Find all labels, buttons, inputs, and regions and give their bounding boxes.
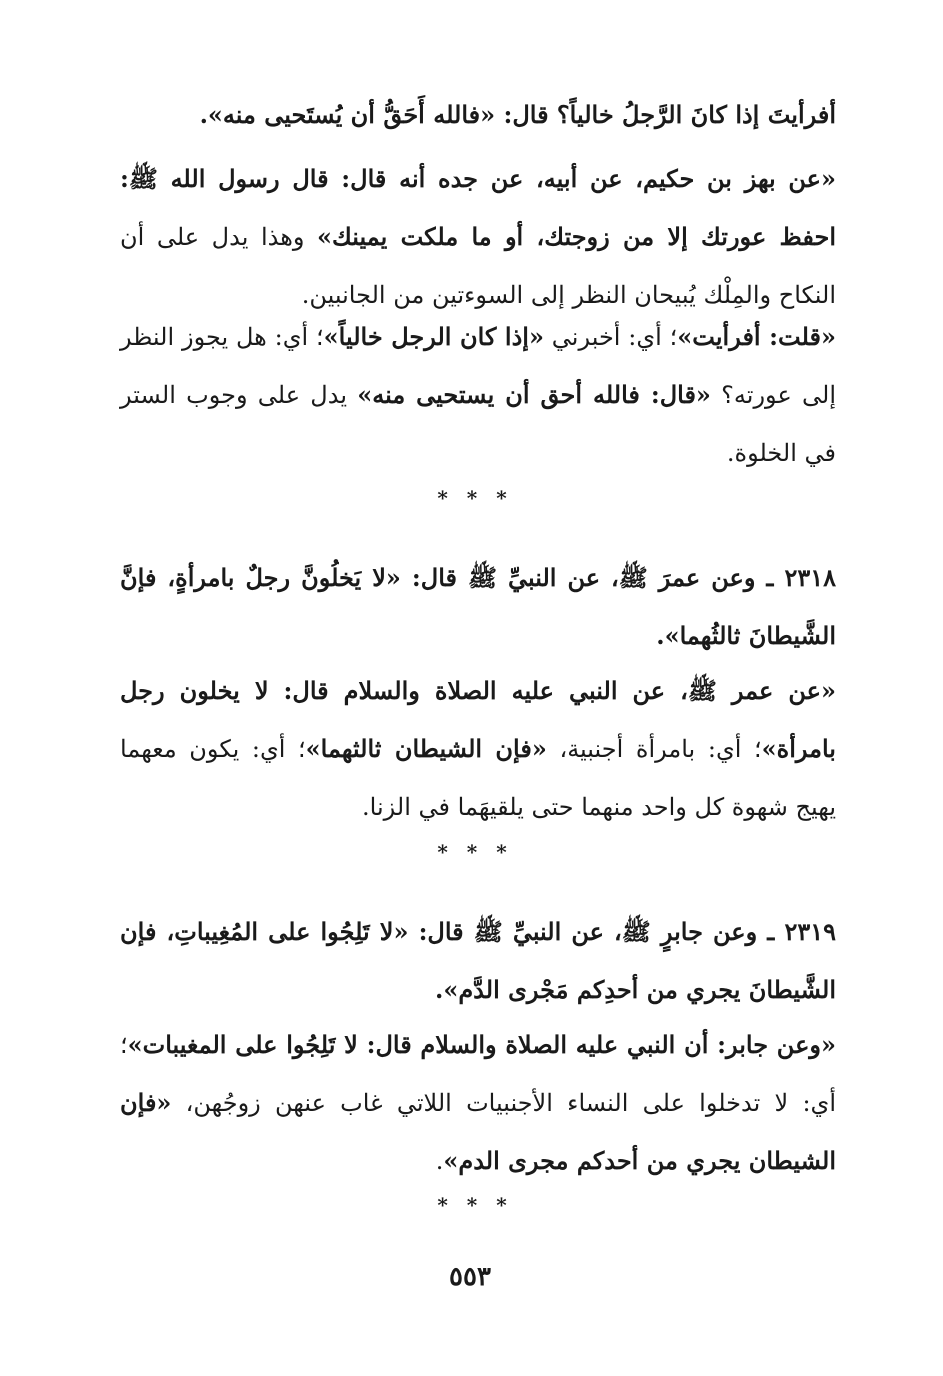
paragraph-commentary-1	[120, 150, 836, 324]
paragraph-hadith-end	[120, 86, 836, 144]
plain-text: ؛ أي: أخبرني	[543, 323, 678, 351]
section-separator: * * *	[437, 840, 513, 864]
plain-text: ؛ أي: بامرأة أجنبية،	[546, 735, 762, 763]
bold-text: «قال: فالله أحق أن يستحيى منه»	[357, 380, 711, 409]
bold-text: أفرأيتَ إذا كانَ الرَّجلُ خالياً؟ قال: «فالله أَحَقُّ أن يُستَحيى منه».	[199, 100, 836, 129]
plain-text: ؛ أي: هل يجوز النظر إلى عورته؟	[120, 323, 836, 409]
plain-text: وهذا يدل على أن النكاح والمِلْك يُبيحان النظر إلى السوءتين من الجانبين.	[120, 223, 836, 309]
page-number: ٥٥٣	[449, 1262, 491, 1292]
bold-text: «قلت: أفرأيت»	[677, 322, 836, 351]
plain-text: ؛ أي: لا تدخلوا على النساء الأجنبيات اللاتي غاب عنهن زوجُهن،	[120, 1031, 836, 1117]
section-separator: * * *	[437, 1193, 513, 1217]
paragraph-commentary-2	[120, 308, 836, 482]
section-separator: * * *	[437, 486, 513, 510]
paragraph-commentary-3	[120, 662, 836, 836]
bold-text: «إذا كان الرجل خالياً»	[323, 322, 544, 351]
paragraph-hadith-2319	[120, 903, 836, 1019]
paragraph-commentary-4	[120, 1016, 836, 1190]
bold-text: «عن بهز بن حكيم، عن أبيه، عن جده أنه قال: قال رسول الله ﷺ: احفظ عورتك إلا من زوجتك، أو ما ملكت يمينك»	[120, 164, 836, 251]
bold-text: ٢٣١٨ ـ وعن عمرَ ﷺ، عن النبيِّ ﷺ قال: «لا يَخلُونَّ رجلٌ بامرأةٍ، فإنَّ الشَّيطانَ ثالثُهما».	[120, 563, 836, 650]
plain-text: ؛ أي: يكون معهما يهيج شهوة كل واحد منهما حتى يلقيهَما في الزنا.	[120, 735, 836, 821]
bold-text: ٢٣١٩ ـ وعن جابرٍ ﷺ، عن النبيِّ ﷺ قال: «لا تَلِجُوا على المُغِيباتِ، فإن الشَّيطانَ يجري من أحدِكم مَجْرى الدَّم».	[120, 917, 836, 1004]
plain-text: يدل على وجوب الستر في الخلوة.	[120, 381, 836, 467]
bold-text: «فإن الشيطان ثالثهما»	[305, 734, 547, 763]
plain-text: .	[435, 1147, 444, 1175]
bold-text: «فإن الشيطان يجري من أحدكم مجرى الدم»	[120, 1088, 836, 1175]
paragraph-hadith-2318	[120, 549, 836, 665]
bold-text: «وعن جابر: أن النبي عليه الصلاة والسلام قال: لا تَلِجُوا على المغيبات»	[127, 1030, 836, 1059]
bold-text: «عن عمر ﷺ، عن النبي عليه الصلاة والسلام قال: لا يخلون رجل بامرأة»	[120, 676, 836, 763]
